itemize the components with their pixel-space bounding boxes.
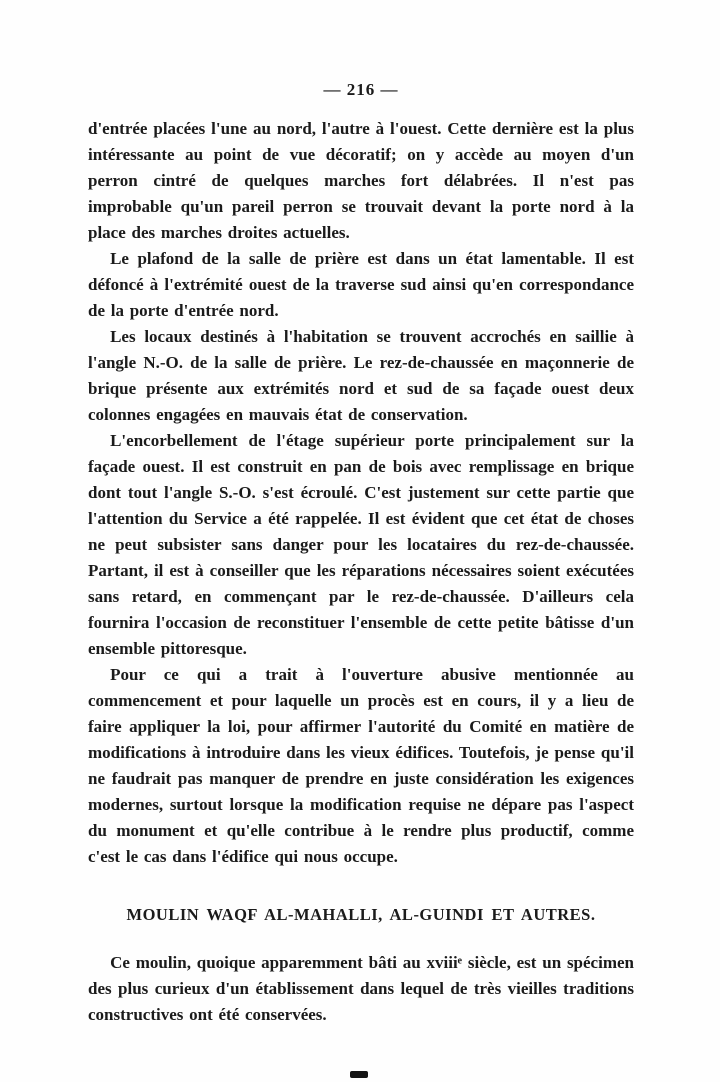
paragraph: d'entrée placées l'une au nord, l'autre à l'ouest. Cette dernière est la plus intéressante au point de vue décoratif; on y accède au moyen d'un perron cintré de quelques marches fort délabrées. Il n'est pas improbable qu'un pareil perron se trouvait devant la porte nord à la place des marches droites actuelles. [88,119,634,242]
paragraph: Ce moulin, quoique apparemment bâti au xviiiᵉ siècle, est un spécimen des plus curieux d'un établissement dans lequel de très vieilles traditions constructives ont été conservées. [88,953,634,1024]
paragraph: Le plafond de la salle de prière est dans un état lamentable. Il est défoncé à l'extrémité ouest de la traverse sud ainsi qu'en correspondance de la porte d'entrée nord. [88,249,634,320]
scan-artifact [350,1071,368,1078]
paragraph: L'encorbellement de l'étage supérieur porte principalement sur la façade ouest. Il est construit en pan de bois avec remplissage en brique dont tout l'angle S.-O. s'est écroulé. C'est justement sur cette partie que l'attention du Service a été rappelée. Il est évident que cet état de choses ne peut subsister sans danger pour les locataires du rez-de-chaussée. Partant, il est à conseiller que les réparations nécessaires soient exécutées sans retard, en commençant par le rez-de-chaussée. D'ailleurs cela fournira l'occasion de reconstituer l'ensemble de cette petite bâtisse d'un ensemble pittoresque. [88,431,634,658]
page-number: — 216 — [323,80,399,99]
paragraph: Les locaux destinés à l'habitation se trouvent accrochés en saillie à l'angle N.-O. de la salle de prière. Le rez-de-chaussée en maçonnerie de brique présente aux extrémités nord et sud de sa façade ouest deux colonnes engagées en mauvais état de conservation. [88,327,634,424]
paragraph: Pour ce qui a trait à l'ouverture abusive mentionnée au commencement et pour laquelle un procès est en cours, il y a lieu de faire appliquer la loi, pour affirmer l'autorité du Comité en matière de modifications à introduire dans les vieux édifices. Toutefois, je pense qu'il ne faudrait pas manquer de prendre en juste considération les exigences modernes, surtout lorsque la modification requise ne dépare pas l'aspect du monument et qu'elle contribue à le rendre plus productif, comme c'est le cas dans l'édifice qui nous occupe. [88,665,634,866]
section-heading: MOULIN WAQF AL-MAHALLI, AL-GUINDI ET AUTRES. [126,905,596,924]
body-text [88,116,634,1028]
